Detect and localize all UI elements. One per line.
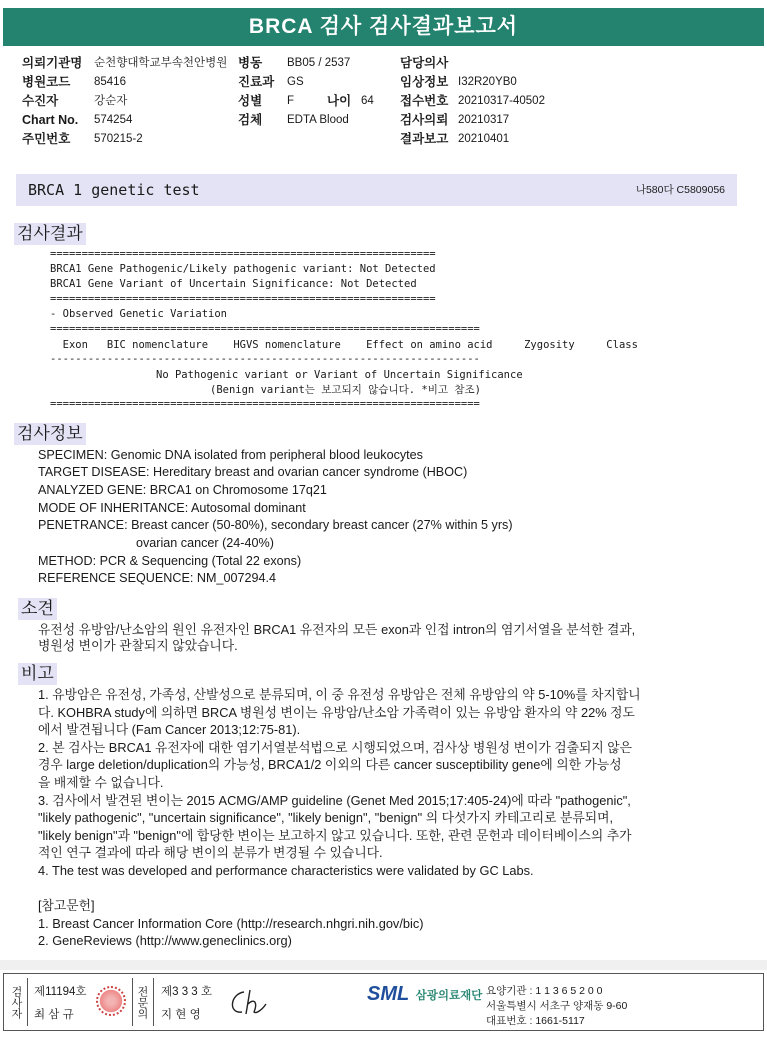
references-heading: [참고문헌] [38, 898, 95, 913]
patient-info [22, 54, 742, 149]
doctor-signature [222, 984, 272, 1020]
label-hospital-code: 병원코드 [22, 75, 71, 89]
test-info-heading: 검사정보 [14, 423, 86, 445]
footer-divider [0, 960, 767, 970]
value-report-date: 20210401 [458, 133, 510, 145]
label-chart-no: Chart No. [22, 113, 79, 127]
penetrance-line-2: ovarian cancer (24-40%) [136, 536, 274, 550]
value-request-date: 20210317 [458, 114, 510, 126]
doctor-license: 제3 3 3 호 [161, 986, 212, 998]
vus-result: BRCA1 Gene Variant of Uncertain Significance: Not Detected [50, 278, 417, 290]
value-ward: BB05 / 2537 [287, 57, 351, 69]
specimen-line: SPECIMEN: Genomic DNA isolated from peripheral blood leukocytes [38, 448, 423, 462]
rule-line: ============================================================= [50, 293, 436, 305]
analyzed-gene-line: ANALYZED GENE: BRCA1 on Chromosome 17q21 [38, 483, 327, 497]
reference-item: 2. GeneReviews (http://www.geneclinics.org) [38, 933, 292, 948]
rule-line: -------------------------------------------------------------------- [50, 353, 480, 365]
label-specimen: 검체 [238, 113, 263, 127]
observed-variation-label: - Observed Genetic Variation [50, 308, 228, 320]
label-requesting-institution: 의뢰기관명 [22, 56, 83, 70]
results-heading: 검사결과 [14, 223, 86, 245]
remark-line: 을 배제할 수 없습니다. [38, 774, 164, 790]
label-ward: 병동 [238, 56, 263, 70]
value-accession-no: 20210317-40502 [458, 95, 545, 107]
findings-text-line: 유전성 유방암/난소암의 원인 유전자인 BRCA1 유전자의 모든 exon과 인접 intron의 염기서열을 분석한 결과, [38, 622, 636, 637]
examiner-license: 제11194호 [34, 986, 87, 998]
remark-line: 적인 연구 결과에 따라 해당 변이의 분류가 변경될 수 있습니다. [38, 845, 383, 861]
examiner-seal [96, 986, 126, 1016]
reference-sequence-line: REFERENCE SEQUENCE: NM_007294.4 [38, 571, 276, 585]
rule-line: ==================================================================== [50, 323, 480, 335]
info-row [22, 111, 742, 130]
logo-mark: SML [367, 983, 410, 1005]
org-phone: 대표번호 : 1661-5117 [486, 1015, 585, 1027]
label-clinical-info: 임상정보 [400, 75, 449, 89]
doctor-name: 지 현 영 [161, 1009, 201, 1021]
remark-line: 1. 유방암은 유전성, 가족성, 산발성으로 분류되며, 이 중 유전성 유방암은 전체 유방암의 약 5-10%를 차지합니 [38, 687, 641, 702]
remark-line: 2. 본 검사는 BRCA1 유전자에 대한 염기서열분석법으로 시행되었으며, 검사상 병원성 변이가 검출되지 않은 [38, 739, 633, 755]
label-patient: 수진자 [22, 94, 59, 108]
label-resident-no: 주민번호 [22, 132, 71, 146]
remark-line: "likely benign"과 "benign"에 합당한 변이는 보고하지 않고 있습니다. 또한, 관련 문헌과 데이터베이스의 추가 [38, 827, 632, 843]
remark-line: 에서 발견됩니다 (Fam Cancer 2013;12:75-81). [38, 722, 301, 738]
test-code: 나580다 C5809056 [635, 184, 725, 196]
value-chart-no: 574254 [94, 114, 133, 126]
no-variant-text: No Pathogenic variant or Variant of Uncertain Significance [156, 369, 523, 381]
pathogenic-result: BRCA1 Gene Pathogenic/Likely pathogenic variant: Not Detected [50, 263, 436, 275]
label-request-date: 검사의뢰 [400, 113, 449, 127]
remark-line: 3. 검사에서 발견된 변이는 2015 ACMG/AMP guideline (Genet Med 2015;17:405-24)에 따라 "pathogenic", [38, 792, 631, 808]
info-row [22, 54, 742, 73]
examiner-name: 최 삼 규 [34, 1009, 74, 1021]
label-sex: 성별 [238, 94, 263, 108]
findings-heading: 소견 [18, 598, 57, 620]
info-row [22, 130, 742, 149]
value-clinical-info: I32R20YB0 [458, 76, 517, 88]
variant-table-header: Exon BIC nomenclature HGVS nomenclature Effect on amino acid Zygosity Class [50, 339, 638, 351]
findings-text-line: 병원성 변이가 관찰되지 않았습니다. [38, 638, 238, 653]
benign-note: (Benign variant는 보고되지 않습니다. *비고 참조) [210, 384, 481, 396]
label-department: 진료과 [238, 75, 275, 89]
value-sex: F [287, 95, 295, 107]
remark-line: "likely pathogenic", "uncertain significance", "likely benign", "benign" 의 다섯가지 카테고리로 분류되며, [38, 810, 614, 826]
doctor-label: 전문의 [132, 978, 154, 1026]
value-age: 64 [361, 95, 374, 107]
label-age: 나이 [327, 94, 352, 108]
method-line: METHOD: PCR & Sequencing (Total 22 exons) [38, 554, 302, 568]
inheritance-line: MODE OF INHERITANCE: Autosomal dominant [38, 501, 306, 515]
remark-line: 4. The test was developed and performance characteristics were validated by GC Labs. [38, 862, 534, 878]
value-specimen: EDTA Blood [287, 114, 349, 126]
value-hospital-code: 85416 [94, 76, 126, 88]
label-accession-no: 접수번호 [400, 94, 449, 108]
value-resident-no: 570215-2 [94, 133, 143, 145]
remark-line: 다. KOHBRA study에 의하면 BRCA 병원성 변이는 유방암/난소암 가족력이 있는 유방암 환자의 약 22% 정도 [38, 704, 635, 720]
value-patient: 강순자 [94, 95, 128, 107]
test-name: BRCA 1 genetic test [28, 181, 200, 199]
remark-line: 경우 large deletion/duplication의 가능성, BRCA1/2 이외의 다른 cancer susceptibility gene에 의한 가능성 [38, 757, 622, 773]
info-row [22, 92, 742, 111]
remarks-text [38, 686, 748, 880]
rule-line: ==================================================================== [50, 398, 480, 410]
test-banner [16, 174, 737, 206]
examiner-label: 검사자 [6, 978, 28, 1026]
value-department: GS [287, 76, 304, 88]
target-disease-line: TARGET DISEASE: Hereditary breast and ovarian cancer syndrome (HBOC) [38, 465, 468, 479]
report-title: BRCA 검사 검사결과보고서 [3, 8, 764, 46]
org-address: 서울특별시 서초구 양재동 9-60 [486, 1000, 628, 1012]
remarks-heading: 비고 [18, 663, 57, 685]
reference-item: 1. Breast Cancer Information Core (http://research.nhgri.nih.gov/bic) [38, 916, 424, 931]
org-code: 요양기관 : 1 1 3 6 5 2 0 0 [486, 985, 603, 997]
rule-line: ============================================================= [50, 248, 436, 260]
value-requesting-institution: 순천향대학교부속천안병원 [94, 57, 228, 69]
label-report-date: 결과보고 [400, 132, 449, 146]
info-row [22, 73, 742, 92]
penetrance-line: PENETRANCE: Breast cancer (50-80%), secondary breast cancer (27% within 5 yrs) [38, 518, 513, 532]
sml-logo [367, 983, 482, 1006]
label-doctor: 담당의사 [400, 56, 449, 70]
logo-name: 삼광의료재단 [415, 989, 483, 1002]
